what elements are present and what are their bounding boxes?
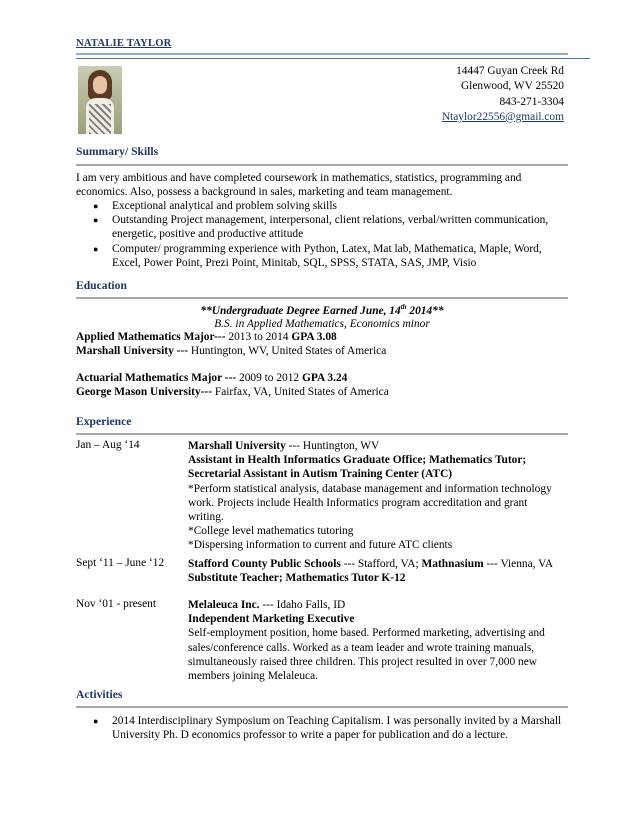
- degree-subtitle: B.S. in Applied Mathematics, Economics minor: [214, 318, 430, 330]
- education-entry-major: Applied Mathematics Major--- 2013 to 2014 GPA 3.08: [76, 331, 337, 343]
- job-title: Substitute Teacher; Mathematics Tutor K-12: [188, 572, 406, 585]
- profile-photo: [78, 66, 122, 134]
- summary-heading: Summary/ Skills: [76, 145, 159, 158]
- job-detail: sales/conference calls. Worked as a team leader and wrote training manuals,: [188, 641, 535, 654]
- job-entry: [188, 598, 570, 683]
- education-entry-school: George Mason University--- Fairfax, VA, United States of America: [76, 386, 389, 398]
- education-entry-major: Actuarial Mathematics Major --- 2009 to 2012 GPA 3.24: [76, 372, 348, 384]
- phone-number: 843-271-3304: [499, 95, 564, 108]
- education-entry-school: Marshall University --- Huntington, WV, United States of America: [76, 345, 387, 357]
- bullet-icon: ●: [93, 243, 99, 254]
- activity-bullet: ● 2014 Interdisciplinary Symposium on Teaching Capitalism. I was personally invited by a Marshall University Ph. D economics professor to write a paper for publication and do a lecture.: [93, 715, 562, 742]
- job-dates: Sept ‘11 – June ‘12: [76, 557, 165, 569]
- photo-shirt-pattern: [89, 104, 111, 134]
- job-detail: members joining Melaleuca.: [188, 670, 319, 683]
- job-title: Secretarial Assistant in Autism Training Center (ATC): [188, 468, 453, 481]
- job-dates: Jan – Aug ‘14: [76, 439, 140, 451]
- job-title: Assistant in Health Informatics Graduate Office; Mathematics Tutor;: [188, 454, 527, 467]
- education-divider: [76, 297, 568, 299]
- experience-divider: [76, 433, 568, 435]
- education-heading: Education: [76, 279, 127, 292]
- job-detail: work. Projects include Health Informatics program accreditation and grant: [188, 496, 528, 509]
- summary-intro: I am very ambitious and have completed coursework in mathematics, statistics, programming and economics. Also, possess a background in sales, marketing and team management.: [76, 172, 522, 199]
- job-detail: *Perform statistical analysis, database management and information technology: [188, 482, 552, 495]
- job-detail: simultaneously raised three children. This project resulted in over 7,000 new: [188, 655, 538, 668]
- summary-bullets: [76, 199, 568, 270]
- job-entry: [188, 439, 570, 553]
- name-divider-secondary: [76, 58, 590, 59]
- job-employer: Stafford County Public Schools --- Stafford, VA; Mathnasium --- Vienna, VA: [188, 558, 554, 570]
- photo-face: [93, 76, 107, 94]
- job-employer: Melaleuca Inc. --- Idaho Falls, ID: [188, 599, 346, 611]
- summary-bullet: ● Outstanding Project management, interpersonal, client relations, verbal/written communication, energetic, positive and productive attitude: [93, 214, 549, 241]
- experience-heading: Experience: [76, 415, 132, 428]
- job-employer: Marshall University --- Huntington, WV: [188, 440, 380, 452]
- summary-divider: [76, 164, 568, 166]
- candidate-name: NATALIE TAYLOR: [76, 38, 172, 49]
- job-detail: writing.: [188, 511, 224, 524]
- bullet-icon: ●: [93, 215, 99, 226]
- activities-bullets: [76, 714, 568, 742]
- summary-bullet: ● Computer/ programming experience with Python, Latex, Mat lab, Mathematica, Maple, Word, Excel, Power Point, Prezi Point, Minitab, SQL, SPSS, STATA, SAS, JMP, Visio: [93, 242, 542, 269]
- contact-block: [442, 64, 564, 125]
- name-divider: [76, 53, 568, 55]
- bullet-icon: ●: [93, 716, 99, 726]
- job-entry: [188, 557, 570, 585]
- activities-divider: [76, 706, 568, 708]
- job-dates: Nov ‘01 - present: [76, 598, 157, 610]
- job-detail: *Dispersing information to current and future ATC clients: [188, 539, 453, 552]
- degree-earned: **Undergraduate Degree Earned June, 14th 2014**: [200, 303, 444, 317]
- job-detail: *College level mathematics tutoring: [188, 525, 354, 538]
- address-line-1: 14447 Guyan Creek Rd: [456, 65, 564, 77]
- email-link[interactable]: Ntaylor22556@gmail.com: [441, 110, 564, 123]
- bullet-icon: ●: [93, 201, 99, 211]
- activities-heading: Activities: [76, 688, 123, 701]
- job-detail: Self-employment position, home based. Performed marketing, advertising and: [188, 627, 545, 640]
- job-title: Independent Marketing Executive: [188, 613, 355, 626]
- summary-bullet: ● Exceptional analytical and problem solving skills: [93, 200, 337, 212]
- address-line-2: Glenwood, WV 25520: [460, 80, 564, 93]
